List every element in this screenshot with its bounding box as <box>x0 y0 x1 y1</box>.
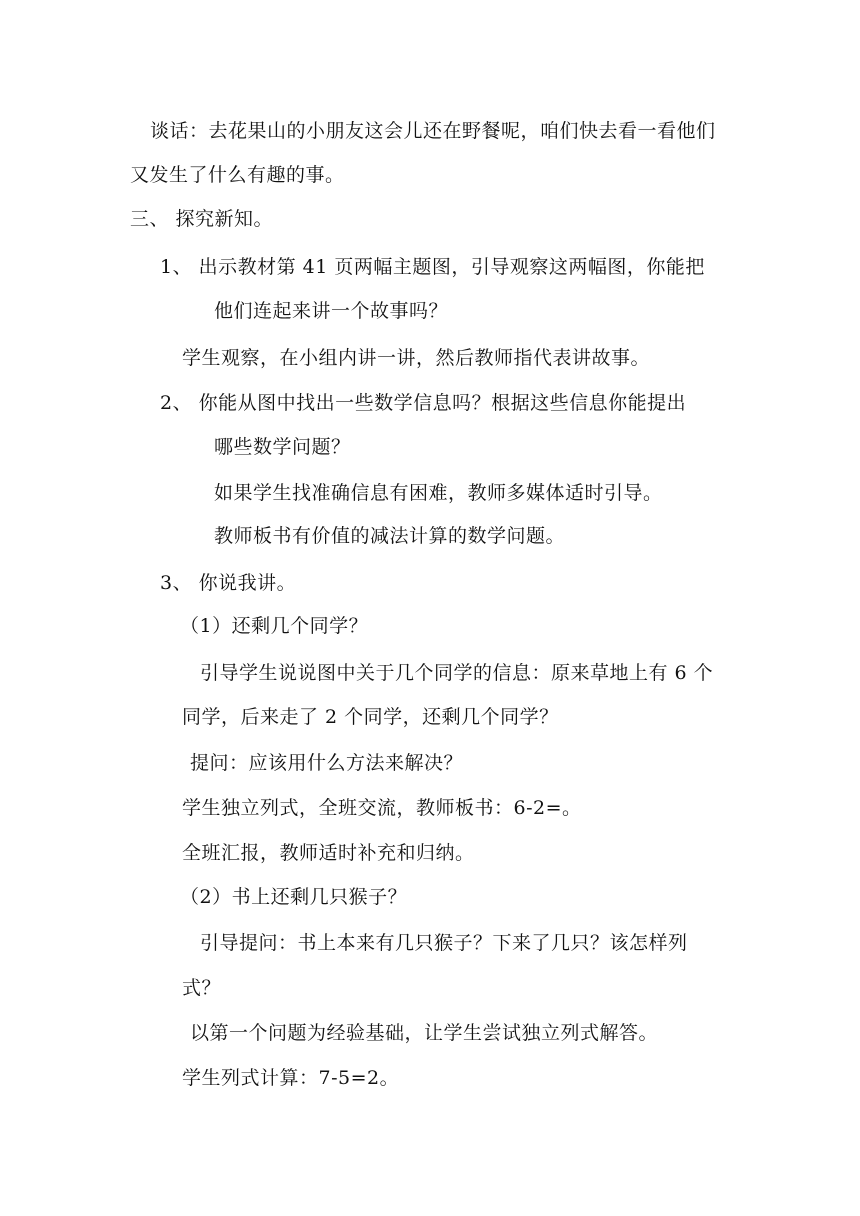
section-heading: 三、 探究新知。 <box>130 208 274 230</box>
list-item: 3、 你说我讲。 <box>160 572 297 594</box>
paragraph-line: 全班汇报，教师适时补充和归纳。 <box>182 842 475 864</box>
paragraph-line: 教师板书有价值的减法计算的数学问题。 <box>214 525 566 547</box>
paragraph-line: 以第一个问题为经验基础，让学生尝试独立列式解答。 <box>190 1022 659 1044</box>
paragraph-line: 引导提问：书上本来有几只猴子？下来了几只？该怎样列 <box>200 932 688 954</box>
paragraph-line: 学生独立列式，全班交流，教师板书：6-2=。 <box>182 797 582 819</box>
paragraph-line: 谈话：去花果山的小朋友这会儿还在野餐呢，咱们快去看一看他们 <box>150 120 716 142</box>
paragraph-line: 提问：应该用什么方法来解决？ <box>190 752 464 774</box>
paragraph-line: 同学，后来走了 2 个同学，还剩几个同学？ <box>182 706 559 728</box>
sub-heading: （2）书上还剩几只猴子？ <box>180 886 408 908</box>
list-item: 2、 你能从图中找出一些数学信息吗？根据这些信息你能提出 <box>160 392 687 414</box>
sub-heading: （1）还剩几个同学？ <box>180 615 369 637</box>
paragraph-line: 哪些数学问题？ <box>214 436 351 458</box>
paragraph-line: 式？ <box>182 977 222 999</box>
paragraph-line: 又发生了什么有趣的事。 <box>130 164 345 186</box>
paragraph-line: 学生列式计算：7-5=2。 <box>182 1067 400 1089</box>
paragraph-line: 他们连起来讲一个故事吗？ <box>214 300 449 322</box>
paragraph-line: 如果学生找准确信息有困难，教师多媒体适时引导。 <box>214 482 663 504</box>
paragraph-line: 引导学生说说图中关于几个同学的信息：原来草地上有 6 个 <box>200 662 714 684</box>
paragraph-line: 学生观察，在小组内讲一讲，然后教师指代表讲故事。 <box>182 347 651 369</box>
list-item: 1、 出示教材第 41 页两幅主题图，引导观察这两幅图，你能把 <box>160 256 705 278</box>
